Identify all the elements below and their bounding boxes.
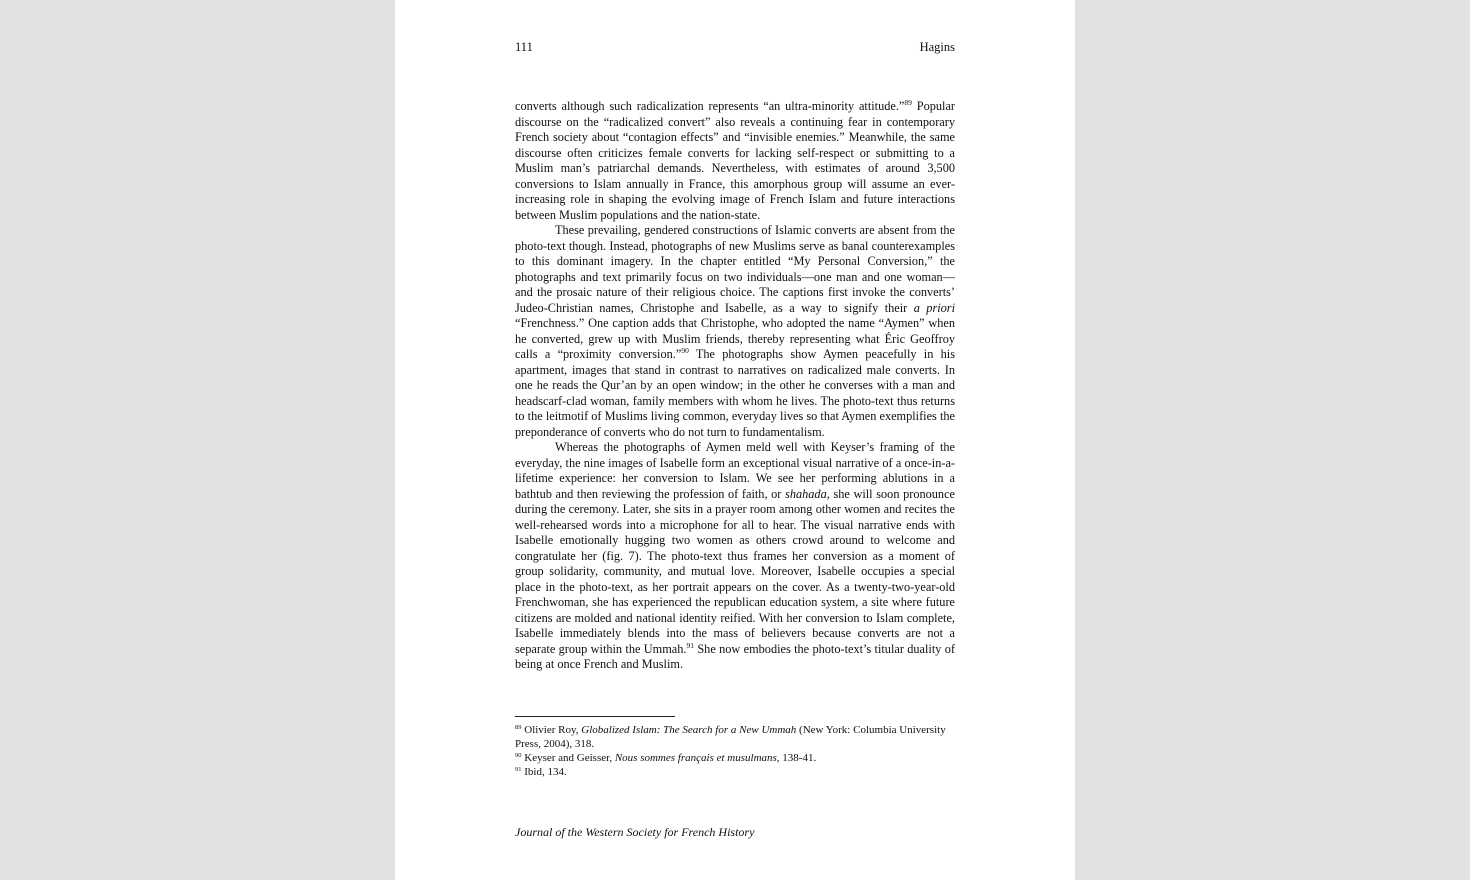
document-page xyxy=(395,0,1075,880)
paragraph-3-text-c: She now embodies the photo-text’s titular duality of being at once French and Muslim. xyxy=(515,641,955,671)
paragraph-3-text-b: , she will soon pronounce during the ceremony. Later, she sits in a prayer room among other women and recites the well-rehearsed words into a microphone for all to hear. The visual narrative ends with Isabelle emotionally hugging two women as others crowd around to welcome and congratulate her (fig. 7). The photo-text thus frames her conversion as a moment of group solidarity, community, and mutual love. Moreover, Isabelle occupies a special place in the photo-text, as her portrait appears on the cover. As a twenty-two-year-old Frenchwoman, she has experienced the republican education system, a site where future citizens are molded and national identity reified. With her conversion to Islam complete, Isabelle immediately blends into the mass of believers because converts are not a separate group within the Ummah. xyxy=(515,486,955,656)
paragraph-3-text-a: Whereas the photographs of Aymen meld well with Keyser’s framing of the everyday, the nine images of Isabelle form an exceptional visual narrative of a once-in-a-lifetime experience: her conversion to Islam. We see her performing ablutions in a bathtub and then reviewing the profession of faith, or xyxy=(515,440,955,501)
footnote-ref-90[interactable]: 90 xyxy=(681,346,689,355)
footnote-text: (New York: Columbia University Press, 2004), 318. xyxy=(515,724,946,750)
paragraph-2 xyxy=(515,223,955,440)
footnote-title: Globalized Islam: The Search for a New Ummah xyxy=(581,724,797,736)
footnote-ref-89[interactable]: 89 xyxy=(904,98,912,107)
page-header xyxy=(515,40,955,56)
paragraph-2-text-b: “Frenchness.” One caption adds that Christophe, who adopted the name “Aymen” when he converted, grew up with Muslim friends, thereby representing what Éric Geoffroy calls a “proximity conversion.” xyxy=(515,316,955,361)
footnote-title: Nous sommes français et musulmans xyxy=(614,752,777,764)
footnote-number: 89 xyxy=(515,724,522,731)
footnote-text: Keyser and Geisser, xyxy=(521,752,615,764)
footnote-number: 91 xyxy=(515,766,522,773)
footnote-ref-91[interactable]: 91 xyxy=(686,640,694,650)
footnote-90 xyxy=(515,751,955,765)
paragraph-3-italic: shahada xyxy=(785,486,827,501)
footnote-number: 90 xyxy=(515,752,522,759)
footnote-89 xyxy=(515,723,955,751)
footnotes xyxy=(515,723,955,779)
body-text xyxy=(515,99,955,673)
footnote-text: Ibid, 134. xyxy=(521,766,567,778)
paragraph-1-text-b: Popular discourse on the “radicalized convert” also reveals a continuing fear in contemporary French society about “contagion effects” and “invisible enemies.” Meanwhile, the same discourse often criticizes female converts for lacking self-respect or submitting to a Muslim man’s patriarchal demands. Nevertheless, with estimates of around 3,500 conversions to Islam annually in France, this amorphous group will assume an ever-increasing role in shaping the evolving image of French Islam and future interactions between Muslim populations and the nation-state. xyxy=(515,99,955,222)
footnote-text: , 138-41. xyxy=(776,752,817,764)
paragraph-1-text-a: converts although such radicalization represents “an ultra-minority attitude.” xyxy=(515,99,905,113)
paragraph-3 xyxy=(515,440,955,673)
footnote-text: Olivier Roy, xyxy=(521,724,582,736)
running-head: Hagins xyxy=(919,40,955,54)
paragraph-2-italic: a priori xyxy=(913,300,955,315)
footnote-separator xyxy=(515,716,675,717)
paragraph-1 xyxy=(515,99,955,223)
paragraph-2-text-c: The photographs show Aymen peacefully in his apartment, images that stand in contrast to narratives on radicalized male converts. In one he reads the Qur’an by an open window; in the other he converses with a man and headscarf-clad woman, family members with whom he lives. The photo-text thus returns to the leitmotif of Muslims living common, everyday lives so that Aymen exemplifies the preponderance of converts who do not turn to fundamentalism. xyxy=(515,347,955,439)
footnote-91 xyxy=(515,765,955,779)
page-number: 111 xyxy=(515,40,533,54)
paragraph-2-text-a: These prevailing, gendered constructions of Islamic converts are absent from the photo-text though. Instead, photographs of new Muslims serve as banal counterexamples to this dominant imagery. In the chapter entitled “My Personal Conversion,” the photographs and text primarily focus on two individuals—one man and one woman—and the prosaic nature of their religious choice. The captions first invoke the converts’ Judeo-Christian names, Christophe and Isabelle, as a way to signify their xyxy=(515,223,955,315)
journal-footer: Journal of the Western Society for French History xyxy=(515,825,755,839)
